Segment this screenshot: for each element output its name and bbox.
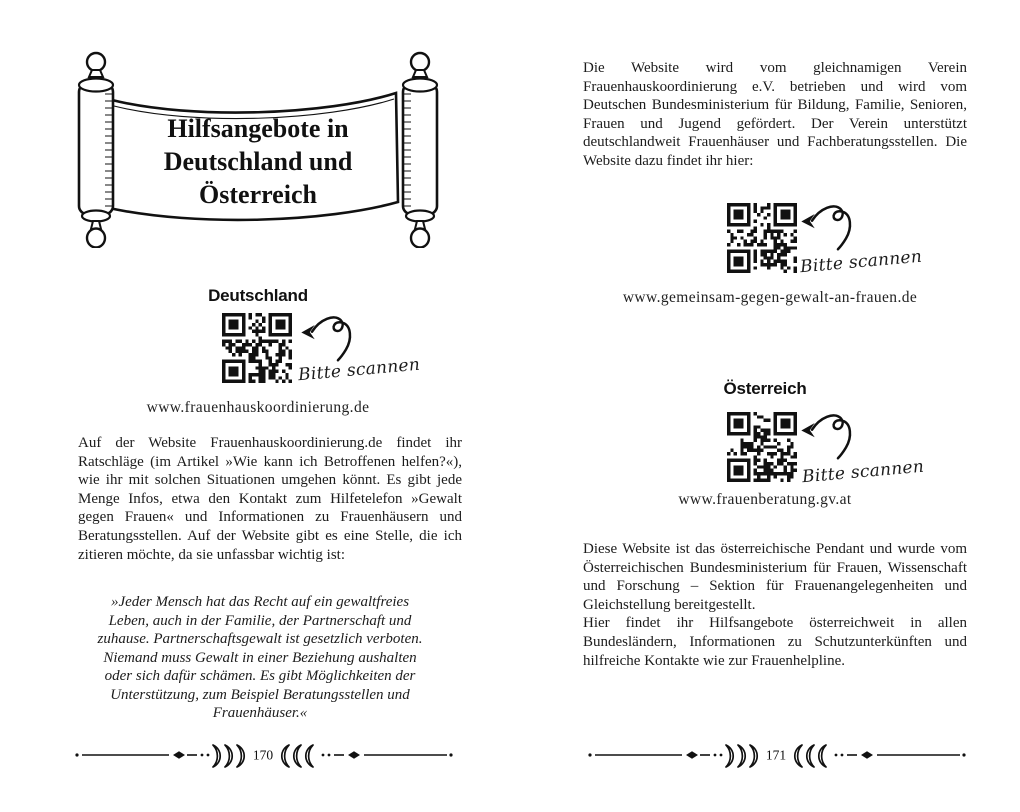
quote-block: »Jeder Mensch hat das Recht auf ein gewaltfreies Leben, auch in der Familie, der Partnerschaft und zuhause. Partnerschaftsgewalt ist gesetzlich verboten. Niemand muss Gewalt in einer Beziehung aushalten oder sich dafür schämen. Es gibt Möglichkeiten der Unterstützung, zum Beispiel Beratungsstellen und Frauenhäuser.« <box>97 594 423 721</box>
left-page-paragraph: Auf der Website Frauenhauskoordinierung.de findet ihr Ratschläge (im Artikel »Wie kann ich Betroffenen helfen?«), wie ihr mit solchen Situationen umgehen könnt. Es gibt jede Menge Infos, etwa den Kontakt zum Hilfetelefon »Gewalt gegen Frauen« und Informationen zu Frauenhäusern und Beratungsstellen. Auf der Website gibt es eine Stelle, die ich zitieren möchte, da sie unfassbar wichtig ist: <box>78 435 462 563</box>
section-heading-deutschland: Deutschland <box>208 286 308 305</box>
crescent-moons-left <box>213 745 244 767</box>
footer-ornament-right <box>585 742 967 768</box>
qr-code <box>727 203 797 273</box>
qr-caption: Bitte scannen <box>799 246 923 278</box>
diamond-ornament <box>686 751 698 759</box>
right-page-top-paragraph: Die Website wird vom gleichnamigen Verein Frauenhauskoordinierung e.V. betrieben und wird vom Deutschen Bundesministerium für Bildung, Familie, Senioren, Frauen und Jugend gefördert. Der Verein unterstützt deutschlandweit Frauenhäuser und Fachberatungsstellen. Die Website dazu findet ihr hier: <box>583 60 967 169</box>
paragraph-austria-intro: Diese Website ist das österreichische Pendant und wurde vom Österreichischen Bundesministerium für Frauen, Wissenschaft und Forschung – Sektion für Frauenangelegenheiten und Gleichstellung bereitgestellt. <box>583 541 967 613</box>
diamond-ornament <box>861 751 873 759</box>
qr-code <box>222 313 292 383</box>
chapter-title-line: Österreich <box>199 180 317 209</box>
crescent-moons-right <box>795 745 826 767</box>
crescent-moons-left <box>726 745 757 767</box>
footer-ornament-left <box>72 742 454 768</box>
diamond-ornament <box>173 751 185 759</box>
url-gemeinsam-gegen-gewalt: www.gemeinsam-gegen-gewalt-an-frauen.de <box>622 289 918 306</box>
page-number-right: 171 <box>765 747 787 763</box>
chapter-title <box>72 112 444 211</box>
scan-arrow-icon <box>800 410 858 460</box>
scan-arrow-icon <box>800 201 858 251</box>
right-page-bottom-paragraph <box>583 540 967 670</box>
page-number-left: 170 <box>252 747 274 763</box>
scan-arrow-icon <box>300 312 358 362</box>
url-frauenhauskoordinierung: www.frauenhauskoordinierung.de <box>146 399 370 416</box>
chapter-title-line: Deutschland und <box>163 147 353 176</box>
url-frauenberatung: www.frauenberatung.gv.at <box>678 491 852 508</box>
crescent-moons-right <box>282 745 313 767</box>
paragraph-austria-details: Hier findet ihr Hilfsangebote österreichweit in allen Bundesländern, Informationen zu Schutzunterkünften und hilfreiche Kontakte wie zur Frauenhelpline. <box>583 615 967 669</box>
qr-code <box>727 412 797 482</box>
chapter-title-line: Hilfsangebote in <box>167 114 349 143</box>
qr-caption: Bitte scannen <box>801 456 925 488</box>
section-heading-oesterreich: Österreich <box>723 379 807 398</box>
diamond-ornament <box>348 751 360 759</box>
qr-caption: Bitte scannen <box>297 354 421 386</box>
